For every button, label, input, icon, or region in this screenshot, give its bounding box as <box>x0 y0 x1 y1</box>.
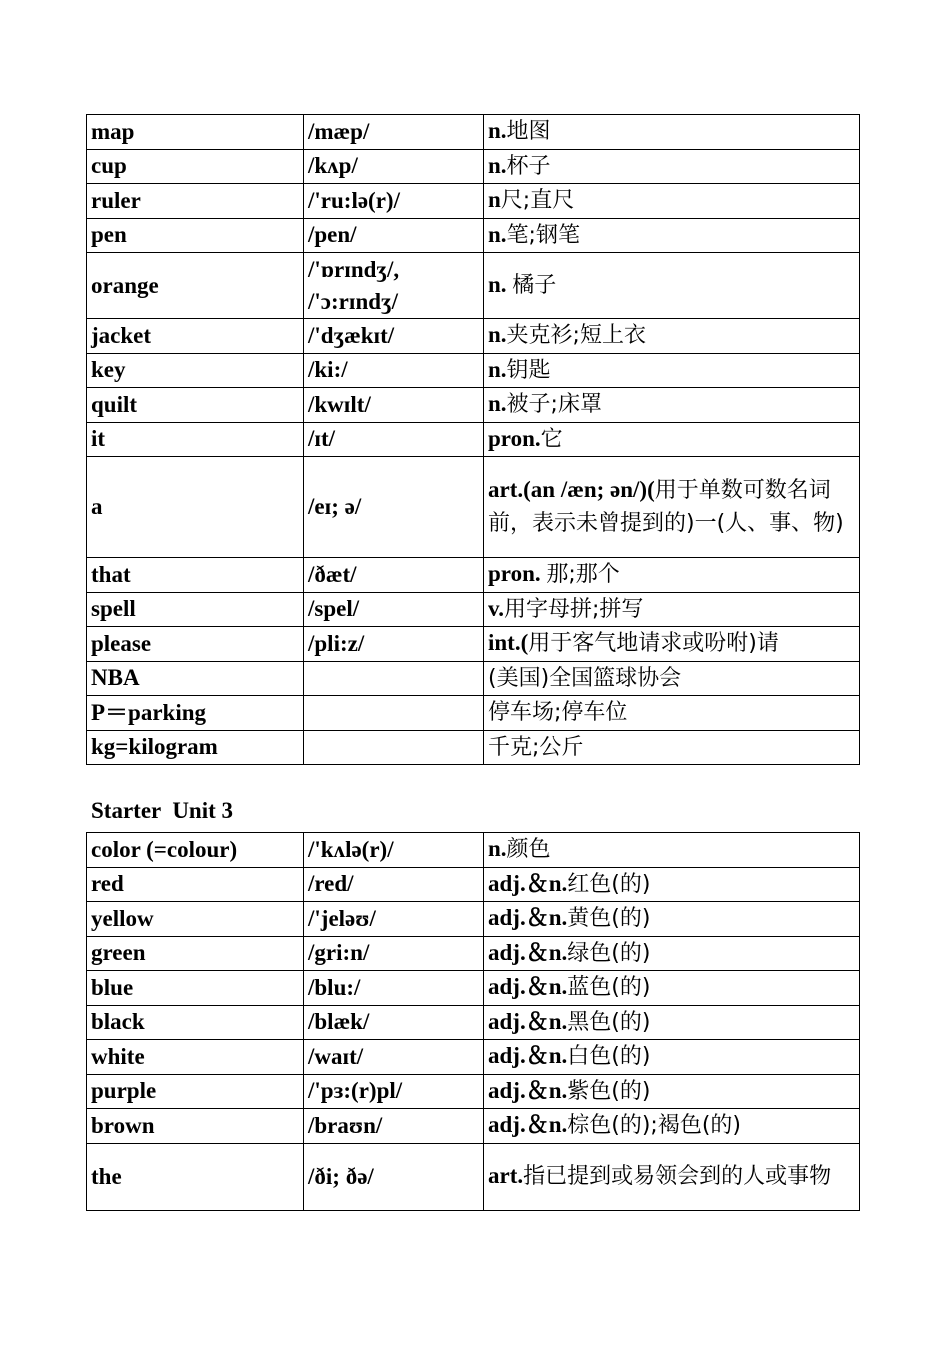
vocab-row <box>87 184 860 219</box>
part-of-speech: art.(an /æn; ən/)( <box>488 477 655 502</box>
vocab-meaning <box>484 833 860 868</box>
vocab-word: map <box>87 115 304 150</box>
part-of-speech: n. <box>488 391 507 417</box>
vocab-word: a <box>87 457 304 558</box>
vocab-meaning <box>484 149 860 184</box>
meaning-text: 橘子 <box>512 273 557 298</box>
vocab-meaning <box>484 353 860 388</box>
vocab-word: please <box>87 627 304 662</box>
vocab-meaning <box>484 115 860 150</box>
vocab-meaning <box>484 627 860 662</box>
vocab-row <box>87 971 860 1006</box>
unit-heading: Starter Unit 3 <box>91 798 234 823</box>
vocab-row <box>87 388 860 423</box>
meaning-text: 紫色(的) <box>567 1078 651 1104</box>
vocab-row <box>87 1109 860 1144</box>
vocab-meaning <box>484 319 860 354</box>
part-of-speech: n. <box>488 836 507 862</box>
vocab-row <box>87 558 860 593</box>
vocab-word: kg=kilogram <box>87 730 304 765</box>
vocab-phonetic: /eɪ; ə/ <box>304 457 484 558</box>
vocab-phonetic: /gri:n/ <box>304 936 484 971</box>
vocab-meaning <box>484 867 860 902</box>
vocab-meaning <box>484 388 860 423</box>
vocab-word: green <box>87 936 304 971</box>
vocab-row <box>87 319 860 354</box>
meaning-text: 被子;床罩 <box>506 392 602 418</box>
vocab-row <box>87 902 860 937</box>
vocab-word: it <box>87 422 304 457</box>
vocab-phonetic: /braʊn/ <box>304 1109 484 1144</box>
meaning-text: 它 <box>540 426 563 452</box>
vocab-phonetic: /kʌp/ <box>304 149 484 184</box>
meaning-text: 蓝色(的) <box>567 975 651 1001</box>
vocab-word: cup <box>87 149 304 184</box>
vocab-phonetic: /'ɒrɪndʒ/, /'ɔ:rɪndʒ/ <box>304 253 484 319</box>
vocab-meaning <box>484 558 860 593</box>
part-of-speech: n <box>488 187 501 213</box>
vocab-phonetic: /red/ <box>304 867 484 902</box>
vocab-meaning <box>484 902 860 937</box>
meaning-text: 千克;公斤 <box>488 734 584 760</box>
part-of-speech: n. <box>488 356 507 382</box>
vocab-meaning <box>484 661 860 696</box>
vocab-row <box>87 422 860 457</box>
vocab-word: red <box>87 867 304 902</box>
vocab-row <box>87 696 860 731</box>
vocab-word: blue <box>87 971 304 1006</box>
part-of-speech: n. <box>488 152 507 178</box>
meaning-text: 颜色 <box>506 837 551 863</box>
part-of-speech: adj.＆n. <box>488 974 568 1000</box>
vocab-row <box>87 253 860 319</box>
meaning-text: 白色(的) <box>567 1044 651 1070</box>
vocab-table-2 <box>86 832 860 1211</box>
vocab-phonetic: /blæk/ <box>304 1005 484 1040</box>
vocab-word: white <box>87 1040 304 1075</box>
vocab-word: key <box>87 353 304 388</box>
vocab-row <box>87 1143 860 1210</box>
vocab-meaning <box>484 253 860 319</box>
vocab-meaning <box>484 971 860 1006</box>
meaning-text: 用字母拼;拼写 <box>503 596 644 622</box>
vocab-row <box>87 592 860 627</box>
vocab-phonetic: /'dʒækɪt/ <box>304 319 484 354</box>
meaning-text: 用于客气地请求或吩咐)请 <box>528 631 779 657</box>
vocab-word: orange <box>87 253 304 319</box>
vocab-meaning <box>484 1074 860 1109</box>
vocab-meaning <box>484 1143 860 1210</box>
part-of-speech: adj.＆n. <box>488 905 568 931</box>
part-of-speech: adj.＆n. <box>488 1077 568 1103</box>
part-of-speech: adj.＆n. <box>488 939 568 965</box>
part-of-speech: pron. <box>488 561 547 587</box>
vocab-row <box>87 149 860 184</box>
vocab-meaning <box>484 592 860 627</box>
meaning-text: 棕色(的);褐色(的) <box>567 1113 741 1139</box>
vocab-word: yellow <box>87 902 304 937</box>
vocab-phonetic: /spel/ <box>304 592 484 627</box>
vocab-word: quilt <box>87 388 304 423</box>
vocab-word: the <box>87 1143 304 1210</box>
part-of-speech: pron. <box>488 425 541 451</box>
vocab-row <box>87 218 860 253</box>
vocab-row <box>87 867 860 902</box>
vocab-phonetic: /ði; ðə/ <box>304 1143 484 1210</box>
meaning-text: 黑色(的) <box>567 1009 651 1035</box>
vocab-row <box>87 115 860 150</box>
part-of-speech: n. <box>488 272 513 297</box>
vocab-meaning <box>484 457 860 558</box>
part-of-speech: n. <box>488 118 507 144</box>
vocab-phonetic: /pli:z/ <box>304 627 484 662</box>
vocab-row <box>87 1040 860 1075</box>
vocab-meaning <box>484 422 860 457</box>
meaning-text: 用于单数可数名词前，表示未曾提到的)一(人、事、物) <box>488 478 844 536</box>
meaning-text: 夹克衫;短上衣 <box>506 323 646 349</box>
part-of-speech: v. <box>488 595 504 621</box>
vocab-meaning <box>484 936 860 971</box>
vocab-meaning <box>484 730 860 765</box>
vocab-phonetic: /mæp/ <box>304 115 484 150</box>
vocab-phonetic: /ɪt/ <box>304 422 484 457</box>
meaning-text: 红色(的) <box>567 871 651 897</box>
vocab-row <box>87 730 860 765</box>
meaning-text: 地图 <box>506 119 551 145</box>
part-of-speech: adj.＆n. <box>488 1043 568 1069</box>
vocab-meaning <box>484 696 860 731</box>
meaning-text: 钥匙 <box>506 357 551 383</box>
meaning-text: 停车场;停车位 <box>488 700 628 726</box>
vocab-meaning <box>484 1040 860 1075</box>
meaning-text: 指已提到或易领会到的人或事物 <box>523 1164 832 1189</box>
vocab-row <box>87 627 860 662</box>
vocab-meaning <box>484 1005 860 1040</box>
vocab-meaning <box>484 184 860 219</box>
vocab-phonetic: /blu:/ <box>304 971 484 1006</box>
vocab-phonetic: /pen/ <box>304 218 484 253</box>
vocab-row <box>87 457 860 558</box>
vocab-phonetic <box>304 696 484 731</box>
vocab-phonetic: /waɪt/ <box>304 1040 484 1075</box>
vocab-row <box>87 833 860 868</box>
vocab-row <box>87 1005 860 1040</box>
vocab-meaning <box>484 218 860 253</box>
vocab-word: that <box>87 558 304 593</box>
vocab-phonetic: /'kʌlə(r)/ <box>304 833 484 868</box>
vocab-phonetic <box>304 661 484 696</box>
vocab-phonetic: /ki:/ <box>304 353 484 388</box>
vocab-word: spell <box>87 592 304 627</box>
vocab-phonetic: /'pɜ:(r)pl/ <box>304 1074 484 1109</box>
vocab-word: jacket <box>87 319 304 354</box>
meaning-text: 笔;钢笔 <box>506 222 580 248</box>
part-of-speech: n. <box>488 221 507 247</box>
vocab-row <box>87 353 860 388</box>
vocab-row <box>87 1074 860 1109</box>
vocab-table-1 <box>86 114 860 765</box>
vocab-word: brown <box>87 1109 304 1144</box>
vocab-word: P＝parking <box>87 696 304 731</box>
vocab-meaning <box>484 1109 860 1144</box>
part-of-speech: adj.＆n. <box>488 1112 568 1138</box>
meaning-text: (美国)全国篮球协会 <box>488 665 682 691</box>
part-of-speech: art. <box>488 1163 524 1188</box>
vocab-word: color (=colour) <box>87 833 304 868</box>
part-of-speech: adj.＆n. <box>488 870 568 896</box>
vocab-phonetic: /ðæt/ <box>304 558 484 593</box>
part-of-speech: n. <box>488 322 507 348</box>
meaning-text: 黄色(的) <box>567 906 651 932</box>
meaning-text: 尺;直尺 <box>500 188 575 214</box>
vocab-row <box>87 661 860 696</box>
vocab-row <box>87 936 860 971</box>
meaning-text: 杯子 <box>506 153 551 179</box>
vocab-phonetic <box>304 730 484 765</box>
vocab-word: NBA <box>87 661 304 696</box>
vocab-word: black <box>87 1005 304 1040</box>
part-of-speech: int.( <box>488 630 529 656</box>
vocab-word: ruler <box>87 184 304 219</box>
part-of-speech: adj.＆n. <box>488 1008 568 1034</box>
vocab-phonetic: /'jeləʊ/ <box>304 902 484 937</box>
vocab-phonetic: /'ru:lə(r)/ <box>304 184 484 219</box>
vocab-word: purple <box>87 1074 304 1109</box>
meaning-text: 绿色(的) <box>567 940 651 966</box>
meaning-text: 那;那个 <box>546 562 620 588</box>
vocab-phonetic: /kwɪlt/ <box>304 388 484 423</box>
vocab-word: pen <box>87 218 304 253</box>
